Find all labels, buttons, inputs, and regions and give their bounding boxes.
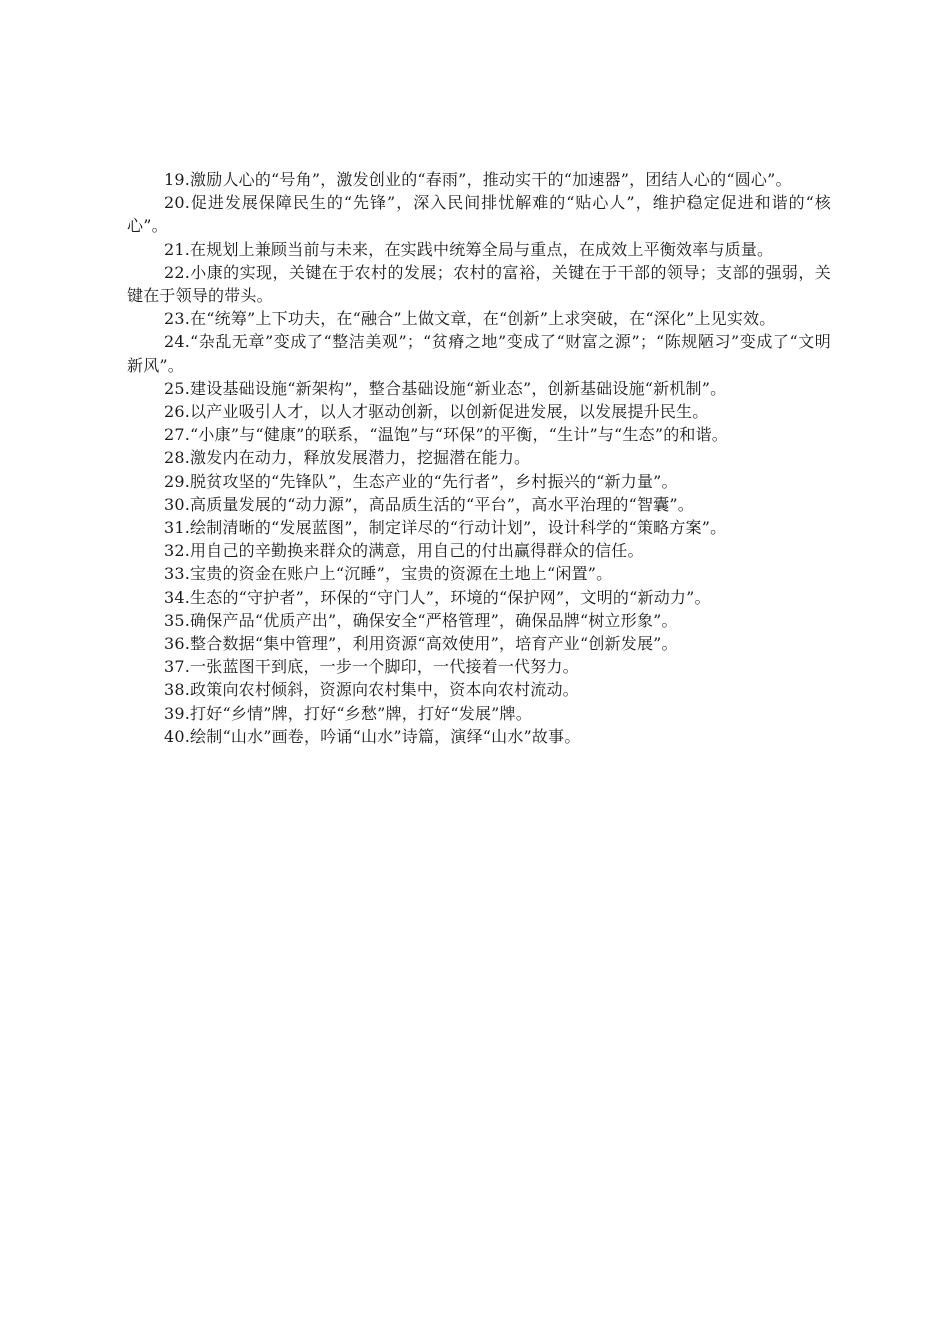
item-number: 40. [164,726,191,746]
list-item [127,539,831,562]
list-item [127,586,831,609]
item-text: 宝贵的资金在账户上“沉睡”，宝贵的资源在土地上“闲置”。 [190,564,613,584]
item-number: 39. [164,703,191,723]
item-number: 20. [164,193,191,213]
item-number: 32. [164,541,191,561]
item-text: 激励人心的“号角”，激发创业的“春雨”，推动实干的“加速器”，团结人心的“圆心”。 [190,170,792,189]
list-item [127,609,831,632]
item-text: 在规划上兼顾当前与未来，在实践中统筹全局与重点，在成效上平衡效率与质量。 [190,239,774,259]
item-text: 在“统筹”上下功夫，在“融合”上做文章，在“创新”上求突破，在“深化”上见实效。 [190,309,776,329]
list-item [127,168,831,191]
list-item [127,330,831,376]
list-item [127,470,831,493]
list-item [127,377,831,400]
list-item [127,423,831,446]
item-text: 小康的实现，关键在于农村的发展；农村的富裕，关键在于干部的领导；支部的强弱，关键在于领导的带头。 [127,262,831,306]
item-number: 22. [164,262,191,282]
item-text: 绘制清晰的“发展蓝图”，制定详尽的“行动计划”，设计科学的“策略方案”。 [190,518,727,538]
item-number: 30. [164,494,191,514]
list-item [127,655,831,678]
item-text: 生态的“守护者”，环保的“守门人”，环境的“保护网”，文明的“新动力”。 [190,587,711,607]
item-number: 26. [164,402,191,422]
list-item [127,446,831,469]
list-item [127,191,831,237]
item-number: 29. [164,471,191,491]
item-text: 确保产品“优质产出”，确保安全“严格管理”，确保品牌“树立形象”。 [190,610,678,630]
list-item [127,725,831,748]
item-number: 34. [164,587,191,607]
item-number: 31. [164,518,191,538]
item-text: 整合数据“集中管理”，利用资源“高效使用”，培育产业“创新发展”。 [190,634,678,654]
item-text: 政策向农村倾斜，资源向农村集中，资本向农村流动。 [190,680,579,700]
item-number: 35. [164,610,191,630]
item-text: 一张蓝图干到底，一步一个脚印，一代接着一代努力。 [190,657,579,677]
item-text: 绘制“山水”画卷，吟诵“山水”诗篇，演绎“山水”故事。 [190,726,581,746]
list-item [127,261,831,307]
item-text: 打好“乡情”牌，打好“乡愁”牌，打好“发展”牌。 [190,703,532,723]
list-item [127,238,831,261]
list-item [127,516,831,539]
item-number: 25. [164,378,191,398]
list-item [127,307,831,330]
list-item [127,493,831,516]
item-text: 用自己的辛勤换来群众的满意，用自己的付出赢得群众的信任。 [190,541,644,561]
item-number: 33. [164,564,191,584]
item-number: 24. [164,332,191,352]
item-text: 脱贫攻坚的“先锋队”，生态产业的“先行者”，乡村振兴的“新力量”。 [190,471,678,491]
slogan-list [127,168,831,748]
item-number: 28. [164,448,191,468]
item-number: 37. [164,657,191,677]
item-text: “杂乱无章”变成了“整洁美观”；“贫瘠之地”变成了“财富之源”；“陈规陋习”变成了“文明新风”。 [127,332,831,375]
item-number: 19. [164,170,191,189]
list-item [127,562,831,585]
item-number: 38. [164,680,191,700]
list-item [127,632,831,655]
list-item [127,678,831,701]
item-text: 高质量发展的“动力源”，高品质生活的“平台”，高水平治理的“智囊”。 [190,494,694,514]
item-text: 建设基础设施“新架构”，整合基础设施“新业态”，创新基础设施“新机制”。 [190,378,727,398]
item-number: 27. [164,425,191,445]
item-text: 激发内在动力，释放发展潜力，挖掘潜在能力。 [190,448,531,468]
list-item [127,400,831,423]
list-item [127,702,831,725]
item-text: “小康”与“健康”的联系，“温饱”与“环保”的平衡，“生计”与“生态”的和谐。 [190,425,729,445]
item-text: 以产业吸引人才，以人才驱动创新，以创新促进发展，以发展提升民生。 [190,402,709,422]
item-text: 促进发展保障民生的“先锋”，深入民间排忧解难的“贴心人”，维护稳定促进和谐的“核心”。 [127,193,831,236]
item-number: 23. [164,309,191,329]
item-number: 36. [164,634,191,654]
item-number: 21. [164,239,191,259]
